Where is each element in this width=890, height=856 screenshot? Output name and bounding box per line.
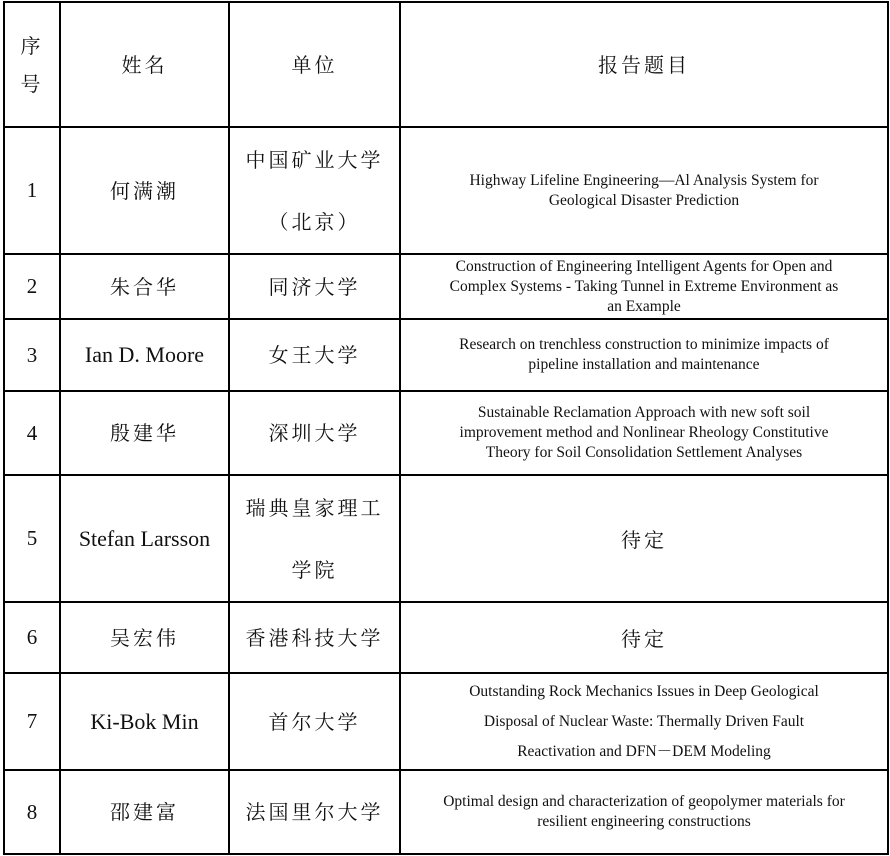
speaker-name: 朱合华 [60,254,229,319]
report-topic: Research on trenchless construction to minimize impacts of pipeline installation and maintenance [400,319,888,391]
speaker-unit: 深圳大学 [229,391,400,475]
report-topic: Outstanding Rock Mechanics Issues in Deep Geological Disposal of Nuclear Waste: Thermally Driven Fault Reactivation and DFN－DEM Modeling [400,673,888,770]
row-index: 3 [4,319,60,391]
row-index: 8 [4,770,60,854]
table-row [4,770,888,854]
speaker-unit: 瑞典皇家理工 学院 [229,475,400,602]
speaker-name: 邵建富 [60,770,229,854]
report-topic: 待定 [400,475,888,602]
row-index: 1 [4,127,60,254]
table-row [4,673,888,770]
header-unit: 单位 [229,2,400,127]
row-index: 4 [4,391,60,475]
row-index: 2 [4,254,60,319]
report-topic: Highway Lifeline Engineering—Al Analysis System for Geological Disaster Prediction [400,127,888,254]
row-index: 6 [4,602,60,673]
table-row [4,127,888,254]
speaker-unit: 同济大学 [229,254,400,319]
speaker-unit: 中国矿业大学 （北京） [229,127,400,254]
speaker-unit: 法国里尔大学 [229,770,400,854]
speaker-name: Stefan Larsson [60,475,229,602]
row-index: 5 [4,475,60,602]
speaker-name: 吴宏伟 [60,602,229,673]
report-topic: Optimal design and characterization of geopolymer materials for resilient engineering constructions [400,770,888,854]
table-row [4,475,888,602]
table-row [4,391,888,475]
table-row [4,319,888,391]
header-index: 序 号 [4,2,60,127]
speaker-unit: 女王大学 [229,319,400,391]
table-row [4,254,888,319]
report-topic: Sustainable Reclamation Approach with new soft soil improvement method and Nonlinear Rheology Constitutive Theory for Soil Consolidation Settlement Analyses [400,391,888,475]
speaker-name: Ian D. Moore [60,319,229,391]
header-name: 姓名 [60,2,229,127]
header-row [4,2,888,127]
header-topic: 报告题目 [400,2,888,127]
table-row [4,602,888,673]
report-topic: 待定 [400,602,888,673]
speaker-unit: 首尔大学 [229,673,400,770]
row-index: 7 [4,673,60,770]
speaker-name: Ki-Bok Min [60,673,229,770]
report-topic: Construction of Engineering Intelligent Agents for Open and Complex Systems - Taking Tunnel in Extreme Environment as an Example [400,254,888,319]
speaker-name: 何满潮 [60,127,229,254]
speaker-table [3,1,889,855]
speaker-unit: 香港科技大学 [229,602,400,673]
speaker-name: 殷建华 [60,391,229,475]
